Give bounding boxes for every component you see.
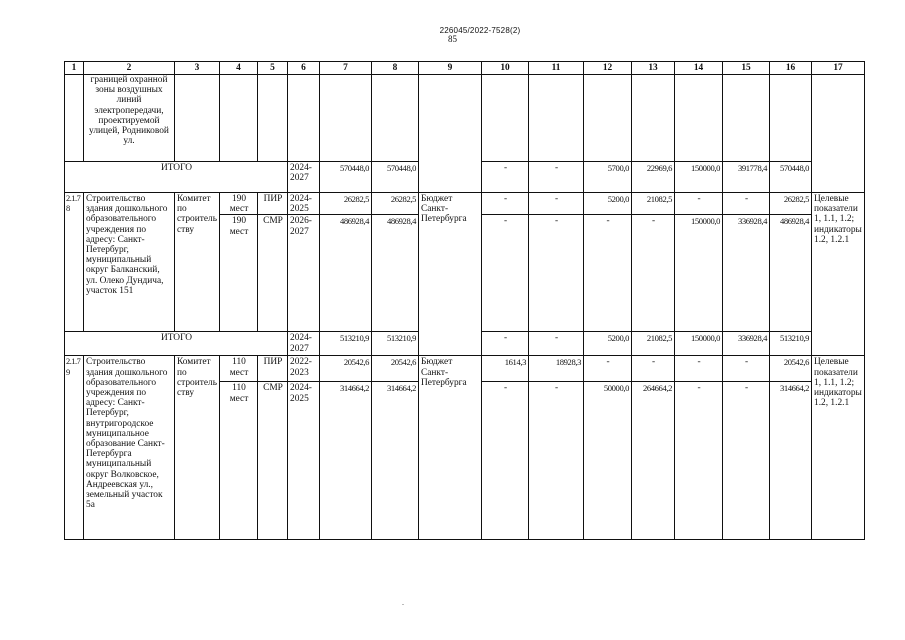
table-row: 110 мест СМР 2024-2025 314664,2 314664,2 - - 50000,0 264664,2 - - 314664,2 [65, 382, 865, 540]
years-cell: 2024-2025 [288, 382, 320, 540]
customer: Комитет по строительству [175, 193, 220, 332]
page-number: 85 [448, 34, 457, 44]
document-number: 226045/2022-7528(2) [439, 26, 521, 35]
stage: СМР [258, 215, 288, 332]
years-cell: 2026-2027 [288, 215, 320, 332]
object-name-continued: границей охранной зоны воздушных линий электропередачи, проектируемой улицей, Родниковой ул. [84, 75, 175, 162]
column-number: 6 [288, 62, 320, 75]
column-number: 1 [65, 62, 84, 75]
stage: ПИР [258, 356, 288, 382]
column-number: 14 [675, 62, 723, 75]
column-number: 9 [419, 62, 482, 75]
capacity: 110 мест [220, 382, 258, 540]
total-label: ИТОГО [65, 162, 288, 193]
column-number: 11 [529, 62, 584, 75]
column-number: 17 [812, 62, 865, 75]
column-number: 16 [770, 62, 812, 75]
stage: СМР [258, 382, 288, 540]
column-number: 13 [632, 62, 675, 75]
table-row: 2.1.79 Строительство здания дошкольного образовательного учреждения по адресу: Санкт-Петербург, внутригородское муниципальное образование Санкт-Петербурга муниципальный округ Волковское, Андреевская ул., земельный участок 5а Комитет по строительству 110 мест ПИР 2022-2023 20542,6 20542,6 Бюджет Санкт-Петербурга 1614,3 18928,3 - - - - 20542,6 Целевые показатели 1, 1.1, 1.2; индикаторы 1.2, 1.2.1 [65, 356, 865, 382]
document-header [400, 26, 560, 44]
object-name: Строительство здания дошкольного образовательного учреждения по адресу: Санкт-Петербург, муниципальный округ Балканский, ул. Олеко Дундича, участок 151 [84, 193, 175, 332]
program-table [64, 61, 865, 540]
total-label: ИТОГО [65, 332, 288, 356]
indicators: Целевые показатели 1, 1.1, 1.2; индикаторы 1.2, 1.2.1 [812, 193, 865, 356]
capacity: 190 мест [220, 193, 258, 215]
indicators: Целевые показатели 1, 1.1, 1.2; индикаторы 1.2, 1.2.1 [812, 356, 865, 540]
capacity: 110 мест [220, 356, 258, 382]
years-cell: 2024-2027 [288, 332, 320, 356]
scan-speck [402, 604, 404, 605]
column-number: 10 [482, 62, 529, 75]
column-number: 12 [584, 62, 632, 75]
capacity: 190 мест [220, 215, 258, 332]
years-cell: 2024-2025 [288, 193, 320, 215]
item-code: 2.1.78 [65, 193, 84, 332]
funding-source: Бюджет Санкт-Петербурга [419, 356, 482, 540]
column-number: 4 [220, 62, 258, 75]
customer: Комитет по строительству [175, 356, 220, 540]
total-row: ИТОГО 2024-2027 570448,0 570448,0 - - 5700,0 22969,6 150000,0 391778,4 570448,0 [65, 162, 865, 193]
funding-source: Бюджет Санкт-Петербурга [419, 193, 482, 356]
column-number: 8 [372, 62, 419, 75]
total-row: ИТОГО 2024-2027 513210,9 513210,9 - - 5200,0 21082,5 150000,0 336928,4 513210,9 [65, 332, 865, 356]
stage: ПИР [258, 193, 288, 215]
years-cell: 2022-2023 [288, 356, 320, 382]
years-cell: 2024-2027 [288, 162, 320, 193]
table-row: 190 мест СМР 2026-2027 486928,4 486928,4 - - - - 150000,0 336928,4 486928,4 [65, 215, 865, 332]
table-row [65, 75, 865, 162]
item-code: 2.1.79 [65, 356, 84, 540]
object-name: Строительство здания дошкольного образовательного учреждения по адресу: Санкт-Петербург, внутригородское муниципальное образование Санкт-Петербурга муниципальный округ Волковское, Андреевская ул., земельный участок 5а [84, 356, 175, 540]
column-number: 15 [723, 62, 770, 75]
table-row: 2.1.78 Строительство здания дошкольного образовательного учреждения по адресу: Санкт-Петербург, муниципальный округ Балканский, ул. Олеко Дундича, участок 151 Комитет по строительству 190 мест ПИР 2024-2025 26282,5 26282,5 Бюджет Санкт-Петербурга - - 5200,0 21082,5 - - 26282,5 Целевые показатели 1, 1.1, 1.2; индикаторы 1.2, 1.2.1 [65, 193, 865, 215]
column-number: 2 [84, 62, 175, 75]
column-number: 3 [175, 62, 220, 75]
column-number: 5 [258, 62, 288, 75]
column-number-row [65, 62, 865, 75]
column-number: 7 [320, 62, 372, 75]
